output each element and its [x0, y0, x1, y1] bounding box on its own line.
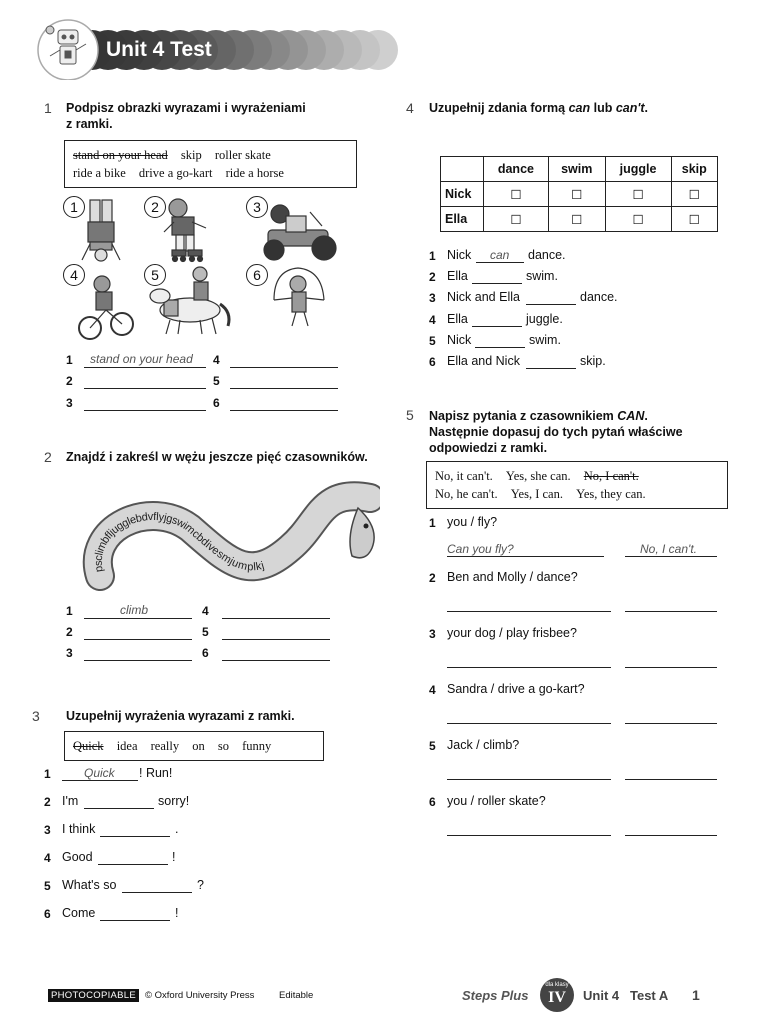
header-banner	[0, 0, 768, 80]
test-label: Test A	[630, 988, 669, 1003]
ex5-answer-line[interactable]	[625, 597, 717, 612]
ex1-picture-number: 6	[246, 264, 268, 286]
ex4-instruction	[429, 100, 648, 116]
ex2-snake	[70, 468, 380, 598]
picture-ride-a-bike	[79, 276, 133, 339]
ex4-verb: dance.	[528, 248, 566, 262]
ex1-word: skip	[180, 148, 202, 162]
ex5-question-line[interactable]	[447, 597, 611, 612]
ex3-word: funny	[242, 739, 272, 753]
ex4-subject: Ella and Nick	[447, 354, 520, 368]
ex3-pre: What's so	[62, 878, 117, 892]
ex5-num: 4	[429, 683, 436, 697]
ex5-instruction-pre: Napisz pytania z czasownikiem	[429, 409, 618, 423]
ex1-answer-example: stand on your head	[90, 352, 193, 366]
ex1-num: 5	[213, 374, 220, 388]
ex1-instruction	[66, 100, 306, 132]
snake-letters: psclimbfljugglebdvflyjgswimcbdivesmjumplkj	[92, 510, 266, 574]
ex4-verb: dance.	[580, 290, 618, 304]
ex4-num: 3	[429, 291, 436, 305]
ex2-answer-line[interactable]	[84, 646, 192, 661]
ex3-num: 6	[44, 907, 51, 921]
ex3-pre: Good	[62, 850, 93, 864]
ex4-subject: Ella	[447, 269, 468, 283]
ex3-num: 1	[44, 767, 51, 781]
ex5-option: No, he can't.	[435, 487, 498, 501]
ex5-answer-example: No, I can't.	[640, 542, 697, 556]
ex5-num: 1	[429, 516, 436, 530]
ex1-number: 1	[44, 100, 52, 116]
ex4-table-header: juggle	[605, 157, 671, 182]
ex5-answer-box	[426, 461, 728, 509]
ex5-question-line[interactable]	[447, 709, 611, 724]
picture-skip	[274, 268, 324, 326]
ex4-verb: juggle.	[526, 312, 563, 326]
ex5-answer-line[interactable]	[625, 709, 717, 724]
ex4-number: 4	[406, 100, 414, 116]
ex4-cell: ☐	[605, 182, 671, 207]
ex1-num: 1	[66, 353, 73, 367]
ex4-cell: ☐	[671, 182, 717, 207]
ex3-post: !	[172, 850, 176, 864]
ex4-verb: swim.	[529, 333, 561, 347]
ex3-num: 3	[44, 823, 51, 837]
ex1-instruction-line1: Podpisz obrazki wyrazami i wyrażeniami	[66, 101, 306, 115]
picture-stand-on-head	[82, 200, 120, 261]
brand-text: Steps Plus	[462, 988, 529, 1003]
ex5-answer-line[interactable]	[625, 821, 717, 836]
ex1-picture-number: 2	[144, 196, 166, 218]
ex5-num: 5	[429, 739, 436, 753]
ex4-num: 5	[429, 334, 436, 348]
ex3-post: ! Run!	[139, 766, 173, 780]
ex5-instruction-line3: odpowiedzi z ramki.	[429, 441, 548, 455]
ex4-num: 4	[429, 313, 436, 327]
ex1-pictures	[60, 192, 350, 342]
ex5-option: Yes, they can.	[576, 487, 646, 501]
snake-eye	[364, 524, 369, 529]
ex3-pre: I think	[62, 822, 96, 836]
ex5-num: 2	[429, 571, 436, 585]
footer	[0, 976, 768, 1016]
ex1-word: stand on your head	[73, 148, 168, 162]
ex5-num: 6	[429, 795, 436, 809]
ex3-word: Quick	[73, 739, 104, 753]
ex1-answer-line[interactable]	[84, 396, 206, 411]
ex4-table-corner	[441, 157, 484, 182]
ex1-word: ride a horse	[225, 166, 284, 180]
ex1-answer-line[interactable]	[230, 396, 338, 411]
ex2-answer-line[interactable]	[222, 646, 330, 661]
ex2-num: 6	[202, 646, 209, 660]
ex4-cell: ☐	[484, 207, 549, 232]
ex4-cell: ☐	[484, 182, 549, 207]
class-badge-big: IV	[548, 989, 566, 1006]
ex4-verb: swim.	[526, 269, 558, 283]
ex2-answer-line[interactable]	[222, 604, 330, 619]
ex3-answer-line[interactable]	[84, 794, 154, 809]
ex2-num: 5	[202, 625, 209, 639]
editable-text: Editable	[279, 990, 314, 1001]
ex2-num: 4	[202, 604, 209, 618]
ex4-answer-line[interactable]	[472, 312, 522, 327]
ex5-option: Yes, she can.	[505, 469, 571, 483]
ex1-word: ride a bike	[73, 166, 126, 180]
ex5-question-example: Can you fly?	[447, 542, 514, 556]
ex3-num: 4	[44, 851, 51, 865]
ex1-answer-line[interactable]	[230, 353, 338, 368]
copyright-text: © Oxford University Press	[145, 990, 255, 1001]
ex5-instruction	[429, 408, 683, 456]
ex3-num: 2	[44, 795, 51, 809]
picture-roller-skate	[164, 199, 206, 262]
ex1-num: 4	[213, 353, 220, 367]
ex1-answer-line[interactable]	[84, 374, 206, 389]
ex5-answer-line[interactable]	[625, 765, 717, 780]
ex1-word: roller skate	[214, 148, 271, 162]
picture-go-kart	[264, 205, 336, 260]
snake-head	[350, 508, 374, 558]
ex1-instruction-line2: z ramki.	[66, 117, 113, 131]
ex1-word-box	[64, 140, 357, 188]
ex4-instruction-can: can	[568, 101, 591, 115]
ex4-subject: Ella	[447, 312, 468, 326]
ex3-post: .	[175, 822, 179, 836]
photocopiable-label: PHOTOCOPIABLE	[48, 989, 139, 1002]
ex3-answer-line[interactable]	[98, 850, 168, 865]
ex3-word: so	[217, 739, 229, 753]
ex3-post: ?	[197, 878, 204, 892]
page-title: Unit 4 Test	[106, 38, 212, 61]
ex4-cell: ☐	[548, 207, 605, 232]
ex5-prompt: Sandra / drive a go-kart?	[447, 682, 585, 696]
class-badge-small: dla klasy	[545, 982, 569, 988]
ex4-answer-line[interactable]	[526, 354, 576, 369]
ex3-answer-example: Quick	[84, 766, 115, 780]
ex5-question-line[interactable]	[447, 653, 611, 668]
ex4-cell: ☐	[548, 182, 605, 207]
ex3-pre: I'm	[62, 794, 79, 808]
ex4-table-row	[441, 182, 718, 207]
page-number: 1	[692, 987, 700, 1003]
ex1-num: 3	[66, 396, 73, 410]
ex3-instruction: Uzupełnij wyrażenia wyrazami z ramki.	[66, 709, 295, 723]
class-badge	[540, 978, 574, 1012]
ex2-answer-line[interactable]	[84, 625, 192, 640]
ex3-word: really	[150, 739, 180, 753]
ex4-instruction-mid: lub	[590, 101, 616, 115]
ex4-answer-example: can	[490, 248, 510, 262]
ex5-prompt: you / roller skate?	[447, 794, 546, 808]
unit-label: Unit 4	[583, 988, 620, 1003]
ex1-picture-number: 1	[63, 196, 85, 218]
ex2-num: 1	[66, 604, 73, 618]
ex5-prompt: Ben and Molly / dance?	[447, 570, 578, 584]
ex3-word: idea	[116, 739, 138, 753]
ex5-instruction-end: .	[644, 409, 648, 423]
ex4-instruction-end: .	[644, 101, 649, 115]
ex4-answer-line[interactable]	[472, 269, 522, 284]
ex2-num: 3	[66, 646, 73, 660]
ex4-cell: ☐	[605, 207, 671, 232]
ex5-question-line[interactable]	[447, 765, 611, 780]
ex4-table-header: skip	[671, 157, 717, 182]
ex3-word-box	[64, 731, 324, 761]
ex4-subject: Nick	[447, 333, 472, 347]
ex4-row-name: Ella	[441, 207, 484, 232]
ex5-instruction-can: CAN	[617, 409, 645, 423]
ex2-num: 2	[66, 625, 73, 639]
ex4-cell: ☐	[671, 207, 717, 232]
ex1-picture-number: 5	[144, 264, 166, 286]
ex1-num: 2	[66, 374, 73, 388]
ex3-post: sorry!	[158, 794, 190, 808]
ex5-number: 5	[406, 407, 414, 423]
ex5-instruction-line1	[429, 408, 683, 424]
ex5-option: No, I can't.	[583, 469, 639, 483]
ex3-number: 3	[32, 708, 40, 724]
ex5-instruction-line2: Następnie dopasuj do tych pytań właściwe	[429, 425, 683, 439]
ex4-row-name: Nick	[441, 182, 484, 207]
ex4-table	[440, 156, 718, 232]
ex3-word: on	[192, 739, 205, 753]
ex4-num: 1	[429, 249, 436, 263]
ex4-verb: skip.	[580, 354, 606, 368]
ex4-table-header-row	[441, 157, 718, 182]
ex3-num: 5	[44, 879, 51, 893]
ex4-answer-line[interactable]	[475, 333, 525, 348]
ex5-answer-line[interactable]	[625, 653, 717, 668]
ex2-number: 2	[44, 449, 52, 465]
ex2-answer-line[interactable]	[222, 625, 330, 640]
ex4-subject: Nick	[447, 248, 472, 262]
ex4-table-row	[441, 207, 718, 232]
ex4-table-header: dance	[484, 157, 549, 182]
ex3-pre: Come	[62, 906, 96, 920]
ex4-table-header: swim	[548, 157, 605, 182]
ex5-question-line[interactable]	[447, 821, 611, 836]
ex4-num: 6	[429, 355, 436, 369]
ex5-num: 3	[429, 627, 436, 641]
ex2-instruction: Znajdź i zakreśl w wężu jeszcze pięć czasowników.	[66, 450, 368, 464]
ex4-num: 2	[429, 270, 436, 284]
ex1-answer-line[interactable]	[230, 374, 338, 389]
ex4-answer-line[interactable]	[526, 290, 576, 305]
ex3-answer-line[interactable]	[100, 822, 170, 837]
ex5-option: No, it can't.	[435, 469, 493, 483]
ex1-picture-number: 3	[246, 196, 268, 218]
ex1-word: drive a go-kart	[138, 166, 213, 180]
ex5-prompt: your dog / play frisbee?	[447, 626, 577, 640]
ex4-instruction-cant: can't	[615, 101, 645, 115]
ex3-answer-line[interactable]	[100, 906, 170, 921]
ex5-prompt: Jack / climb?	[447, 738, 520, 752]
ex2-answer-example: climb	[120, 603, 149, 617]
ex1-picture-number: 4	[63, 264, 85, 286]
ex5-option: Yes, I can.	[510, 487, 563, 501]
ex4-subject: Nick and Ella	[447, 290, 520, 304]
ex3-answer-line[interactable]	[122, 878, 192, 893]
ex1-num: 6	[213, 396, 220, 410]
ex4-instruction-pre: Uzupełnij zdania formą	[429, 101, 569, 115]
ex3-post: !	[175, 906, 179, 920]
ex5-prompt: you / fly?	[447, 515, 498, 529]
